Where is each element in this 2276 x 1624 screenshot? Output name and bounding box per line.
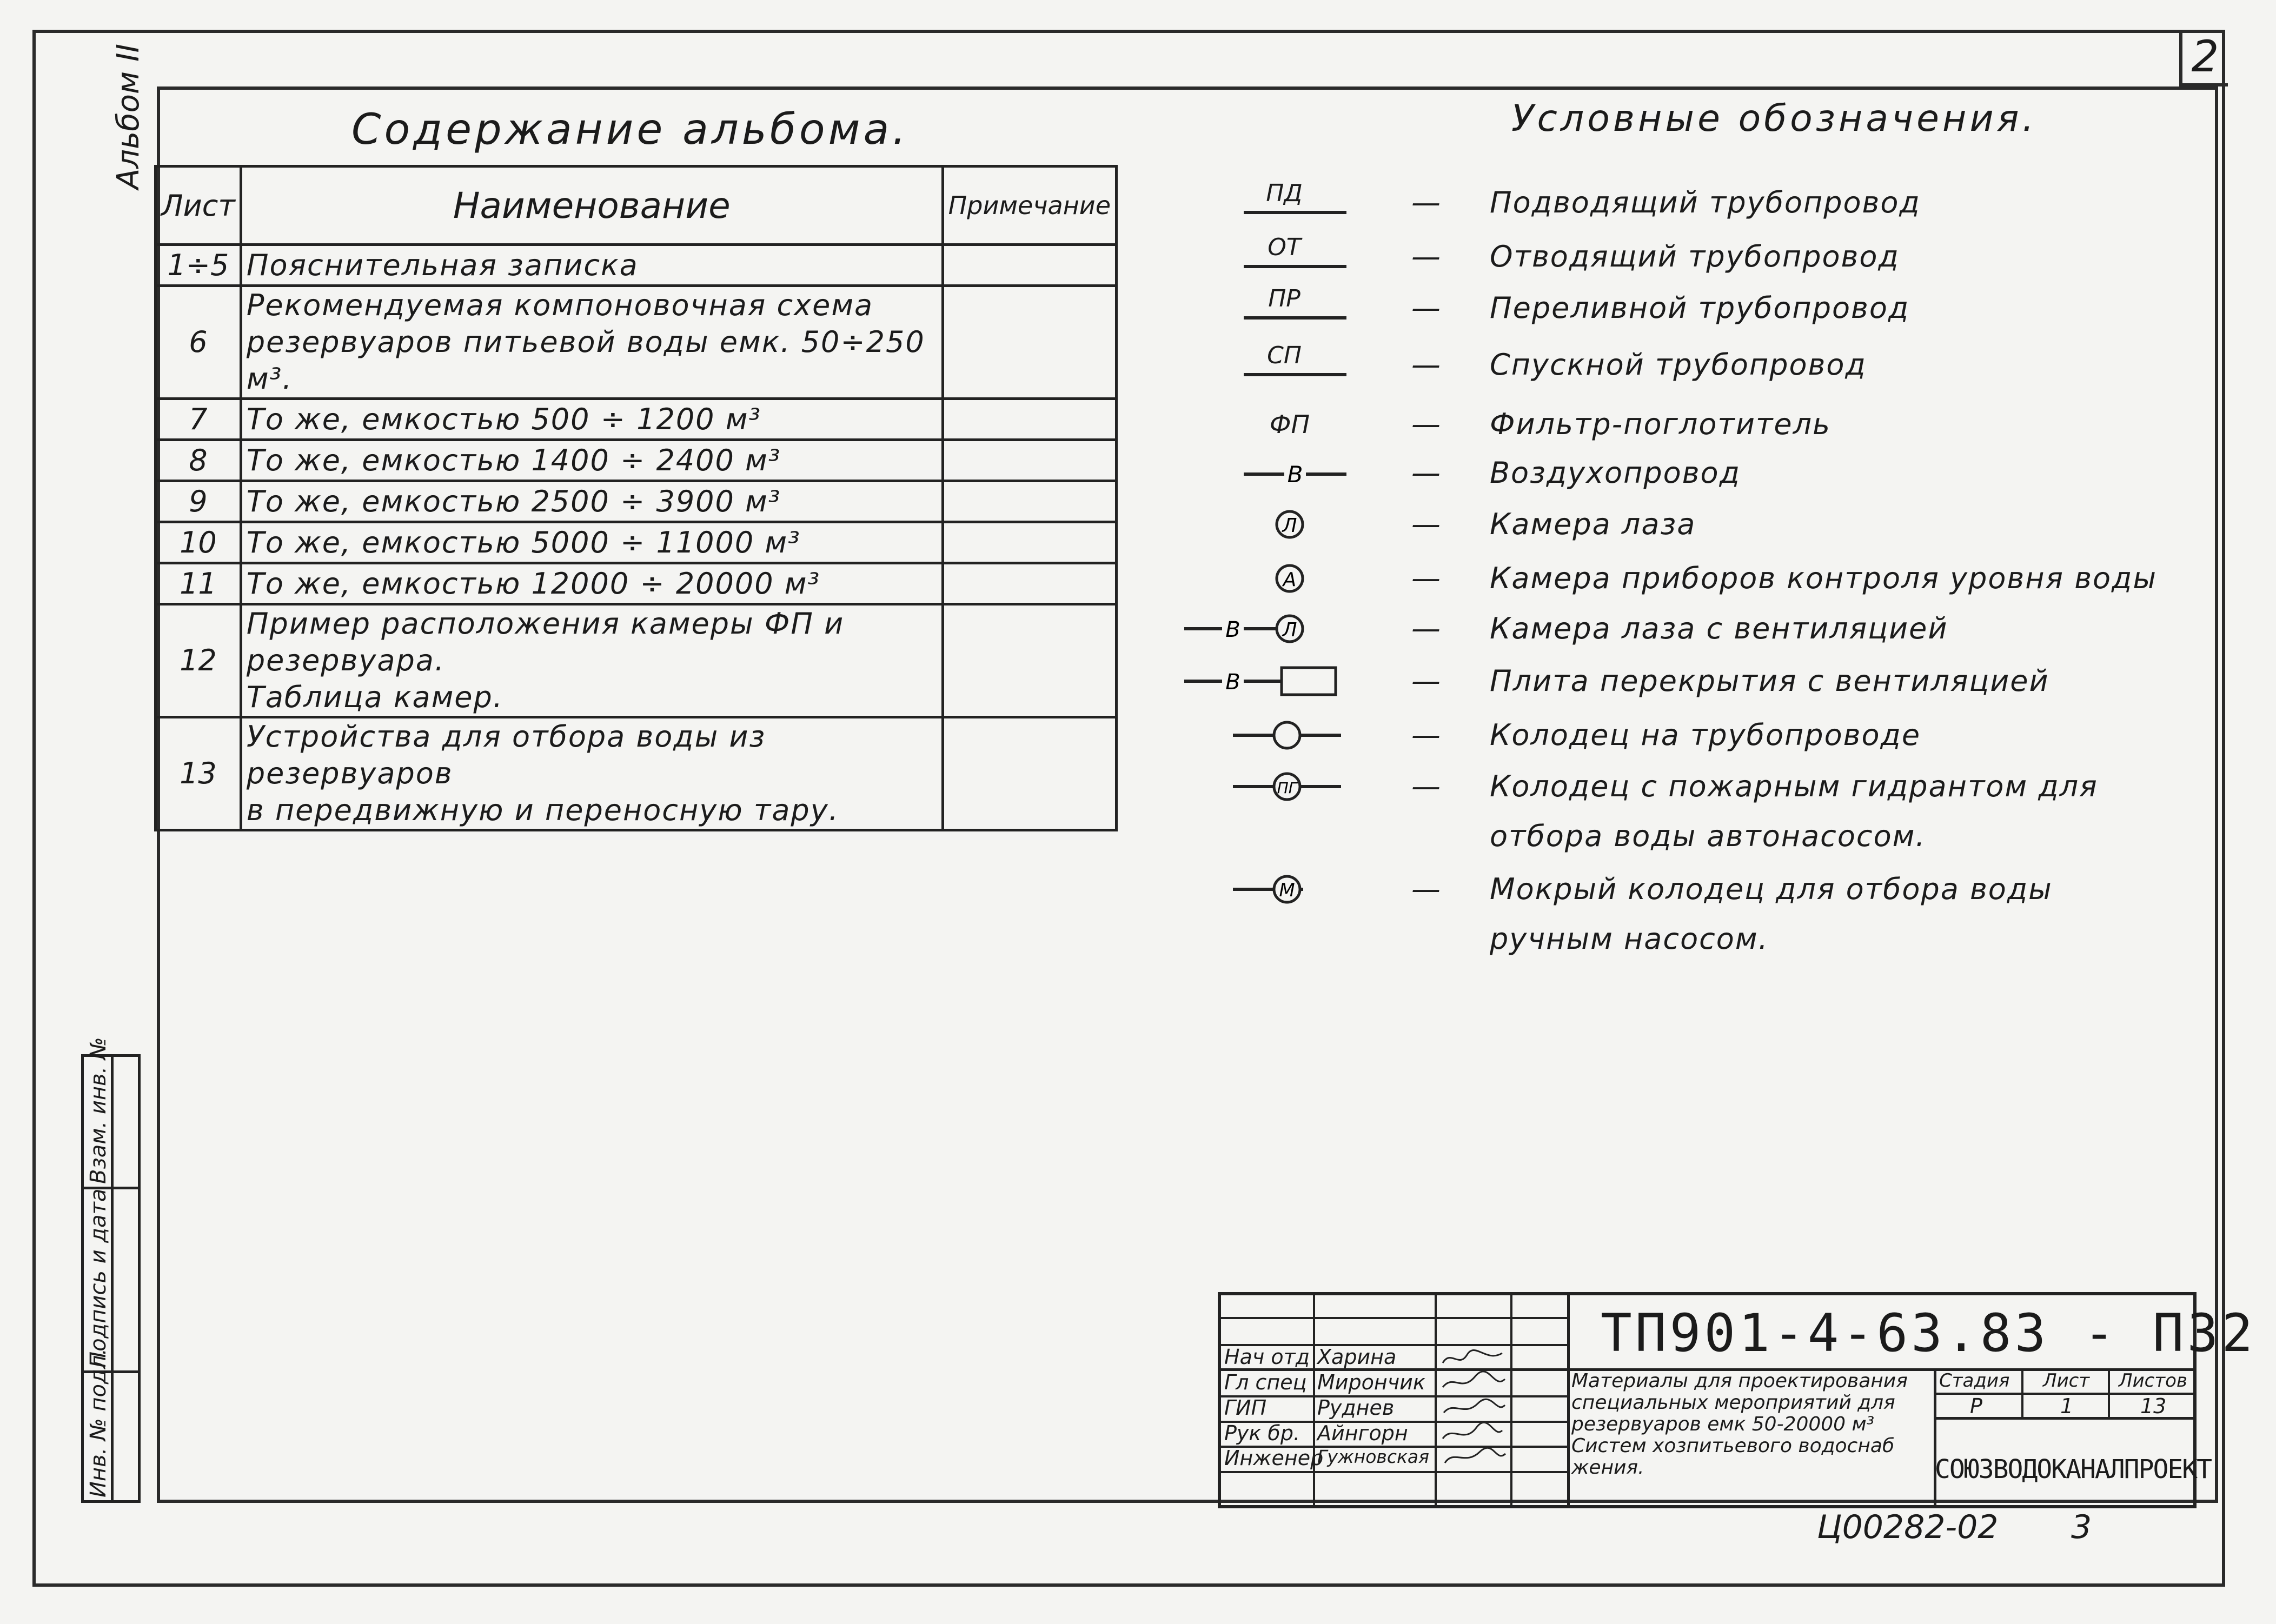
sheets-header: Листов xyxy=(2119,1370,2188,1392)
row-sheet: 10 xyxy=(156,522,241,563)
legend-dash: — xyxy=(1411,664,1441,698)
row-sheet: 9 xyxy=(156,481,241,522)
strip-label-signature: Подпись и дата xyxy=(86,1188,111,1368)
row-note xyxy=(943,481,1116,522)
legend-dash: — xyxy=(1411,718,1441,752)
table-row xyxy=(156,717,1117,830)
symbol-code: ФП xyxy=(1269,410,1310,439)
legend-text: Воздухопровод xyxy=(1490,456,1741,490)
instrument-chamber-symbol xyxy=(1173,560,1352,597)
row-name-line1: Устройства для отбора воды из резервуаров xyxy=(246,720,766,790)
symbol-code: Л xyxy=(1282,515,1297,537)
legend-dash: — xyxy=(1411,456,1441,490)
pipe-line xyxy=(1244,211,1346,214)
name-harina: Харина xyxy=(1317,1345,1397,1369)
stamp-line xyxy=(1313,1295,1315,1506)
ventilated-slab-symbol xyxy=(1173,662,1352,700)
symbol-code: ПР xyxy=(1268,285,1300,312)
legend-item-manhole-chamber xyxy=(1173,505,2201,543)
legend-item-pipeline-well xyxy=(1173,716,2201,754)
side-strip xyxy=(81,1037,141,1503)
legend-dash: — xyxy=(1411,872,1441,906)
role-chief-spec: Гл спец xyxy=(1224,1370,1307,1394)
legend-text: Подводящий трубопровод xyxy=(1490,185,1921,219)
symbol-code: В xyxy=(1287,461,1303,488)
header-name: Наименование xyxy=(241,167,943,245)
name-guzhnovskaya: Гужновская xyxy=(1317,1446,1430,1467)
legend-title: Условные обозначения. xyxy=(1511,97,2038,140)
legend-item-filter xyxy=(1173,405,2201,443)
legend-dash: — xyxy=(1411,348,1441,382)
signatures xyxy=(1437,1347,1510,1471)
row-note xyxy=(943,440,1116,481)
legend-item-instrument-chamber xyxy=(1173,560,2201,597)
legend-text: Переливной трубопровод xyxy=(1490,291,1910,325)
organization-name: СОЮЗВОДОКАНАЛПРОЕКТ xyxy=(1935,1454,2212,1485)
legend-item-ventilated-slab xyxy=(1173,662,2201,700)
role-engineer: Инженер xyxy=(1224,1446,1324,1470)
manhole-chamber-symbol xyxy=(1173,505,1352,543)
row-note xyxy=(943,245,1116,286)
row-sheet: 6 xyxy=(156,286,241,399)
name-aingorn: Айнгорн xyxy=(1317,1421,1408,1445)
legend-dash: — xyxy=(1411,185,1441,219)
row-name-text: Пояснительная записка xyxy=(246,248,639,282)
desc-line-1: Материалы для проектирования xyxy=(1571,1370,1908,1392)
legend-item-air-duct xyxy=(1173,454,2201,492)
row-note xyxy=(943,522,1116,563)
pipe-line xyxy=(1244,316,1346,320)
drain-pipe-symbol xyxy=(1173,234,1352,276)
contents-title: Содержание альбома. xyxy=(351,105,910,154)
sheets-value: 13 xyxy=(2140,1394,2167,1418)
filter-symbol xyxy=(1173,405,1352,443)
legend-item-supply-pipe xyxy=(1173,179,2201,222)
row-name: То же, емкостью 1400 ÷ 2400 м³ xyxy=(241,440,943,481)
legend-item-wet-well xyxy=(1173,870,2201,962)
legend-dash: — xyxy=(1411,611,1441,645)
legend-text: Фильтр-поглотитель xyxy=(1490,407,1831,441)
legend-text: Спускной трубопровод xyxy=(1490,348,1867,382)
table-row xyxy=(156,604,1117,717)
row-sheet: 7 xyxy=(156,399,241,440)
row-name xyxy=(241,604,943,717)
legend-text: Колодец с пожарным гидрантом для xyxy=(1490,769,2098,803)
legend-item-drain-pipe xyxy=(1173,234,2201,276)
role-head-dept: Нач отд xyxy=(1224,1345,1310,1369)
sheet-value: 1 xyxy=(2060,1394,2074,1418)
row-name: То же, емкостью 5000 ÷ 11000 м³ xyxy=(241,522,943,563)
symbol-code: ОТ xyxy=(1268,234,1301,261)
symbol-code: ПГ xyxy=(1277,779,1297,797)
air-duct-symbol xyxy=(1173,454,1352,492)
row-name: То же, емкостью 500 ÷ 1200 м³ xyxy=(241,399,943,440)
symbol-code: В xyxy=(1225,670,1240,695)
outlet-pipe-symbol xyxy=(1173,342,1352,384)
name-mironchik: Мирончик xyxy=(1317,1370,1425,1394)
row-sheet: 11 xyxy=(156,563,241,604)
row-note xyxy=(943,286,1116,399)
pipe-line xyxy=(1244,265,1346,268)
album-label: Альбом II xyxy=(111,44,146,189)
table-row xyxy=(156,563,1117,604)
stamp-line xyxy=(1435,1295,1437,1506)
symbol-code: ПД xyxy=(1266,179,1303,207)
row-note xyxy=(943,604,1116,717)
table-row xyxy=(156,399,1117,440)
legend-text: Камера лаза с вентиляцией xyxy=(1490,611,1948,645)
header-note: Примечание xyxy=(943,167,1116,245)
table-row xyxy=(156,522,1117,563)
overflow-pipe-symbol xyxy=(1173,285,1352,327)
row-name: То же, емкостью 12000 ÷ 20000 м³ xyxy=(241,563,943,604)
table-row xyxy=(156,440,1117,481)
symbol-code: А xyxy=(1283,569,1297,591)
row-name: То же, емкостью 2500 ÷ 3900 м³ xyxy=(241,481,943,522)
row-name xyxy=(241,286,943,399)
legend-item-ventilated-manhole xyxy=(1173,610,2201,648)
desc-line-4: Систем хозпитьевого водоснаб xyxy=(1571,1435,1895,1457)
table-row xyxy=(156,286,1117,399)
legend-dash: — xyxy=(1411,407,1441,441)
symbol-code: СП xyxy=(1267,342,1302,369)
row-sheet: 13 xyxy=(156,717,241,830)
legend-text: Отводящий трубопровод xyxy=(1490,239,1900,274)
desc-line-3: резервуаров емк 50-20000 м³ xyxy=(1571,1413,1875,1435)
row-name-line1: Пример расположения камеры ФП и резервуара. xyxy=(246,607,845,677)
stamp-line xyxy=(1567,1295,1570,1506)
role-gip: ГИП xyxy=(1224,1396,1267,1420)
row-name-line1: Рекомендуемая компоновочная схема xyxy=(246,288,874,322)
symbol-code-2: Л xyxy=(1282,619,1297,641)
legend-dash: — xyxy=(1411,239,1441,274)
stage-header: Стадия xyxy=(1939,1370,2010,1392)
role-team-lead: Рук бр. xyxy=(1224,1421,1300,1445)
legend-text-line2: отбора воды автонасосом. xyxy=(1490,819,1926,853)
row-sheet: 8 xyxy=(156,440,241,481)
legend-text-line2: ручным насосом. xyxy=(1490,922,1769,956)
row-sheet: 12 xyxy=(156,604,241,717)
row-name-line2: в передвижную и переносную тару. xyxy=(246,793,839,827)
stage-value: Р xyxy=(1970,1394,1982,1418)
row-name-line2: резервуаров питьевой воды емк. 50÷250 м³. xyxy=(246,325,925,396)
contents-table xyxy=(154,165,1118,831)
row-note xyxy=(943,563,1116,604)
desc-line-2: специальных мероприятий для xyxy=(1571,1392,1895,1414)
header-sheet: Лист xyxy=(156,167,241,245)
row-note xyxy=(943,717,1116,830)
wet-well-symbol xyxy=(1173,870,1352,908)
strip-label-replacement: Взам. инв. № xyxy=(86,1037,111,1184)
legend-item-hydrant-well xyxy=(1173,768,2201,860)
legend-dash: — xyxy=(1411,291,1441,325)
desc-line-5: жения. xyxy=(1571,1456,1644,1479)
sheet-header: Лист xyxy=(2043,1370,2090,1392)
row-name xyxy=(241,245,943,286)
ventilated-manhole-symbol xyxy=(1173,610,1352,648)
supply-pipe-symbol xyxy=(1173,179,1352,222)
legend-item-overflow-pipe xyxy=(1173,285,2201,327)
sheet-number: 2 xyxy=(2179,30,2228,86)
legend-item-outlet-pipe xyxy=(1173,342,2201,384)
stamp-line xyxy=(1221,1471,1567,1473)
legend-dash: — xyxy=(1411,769,1441,803)
symbol-code: М xyxy=(1279,880,1295,901)
contents-header-row xyxy=(156,167,1117,245)
row-name xyxy=(241,717,943,830)
document-code: ТП901-4-63.83 - П32 xyxy=(1601,1303,2257,1363)
table-row xyxy=(156,481,1117,522)
row-name-line2: Таблица камер. xyxy=(246,680,503,714)
strip-divider xyxy=(111,1057,114,1500)
legend-text: Колодец на трубопроводе xyxy=(1490,718,1921,752)
legend-dash: — xyxy=(1411,561,1441,595)
copy-code: Ц00282-02 xyxy=(1817,1508,1999,1546)
pipe-line xyxy=(1244,373,1346,376)
stamp-line xyxy=(1221,1317,1567,1319)
hydrant-well-symbol xyxy=(1173,768,1352,806)
legend-dash: — xyxy=(1411,507,1441,541)
name-rudnev: Руднев xyxy=(1317,1396,1395,1420)
format-code: 3 xyxy=(2071,1508,2092,1546)
legend-text: Камера приборов контроля уровня воды xyxy=(1490,561,2158,595)
row-note xyxy=(943,399,1116,440)
pipeline-well-symbol xyxy=(1173,716,1352,754)
symbol-code: В xyxy=(1225,617,1240,642)
row-sheet: 1÷5 xyxy=(156,245,241,286)
stamp-line xyxy=(1934,1368,1936,1506)
strip-label-inv: Инв. № подл. xyxy=(86,1348,111,1497)
legend-text: Плита перекрытия с вентиляцией xyxy=(1490,664,2049,698)
legend-text: Камера лаза xyxy=(1490,507,1696,541)
table-row xyxy=(156,245,1117,286)
stamp-line xyxy=(1510,1295,1512,1506)
legend-text: Мокрый колодец для отбора воды xyxy=(1490,872,2053,906)
